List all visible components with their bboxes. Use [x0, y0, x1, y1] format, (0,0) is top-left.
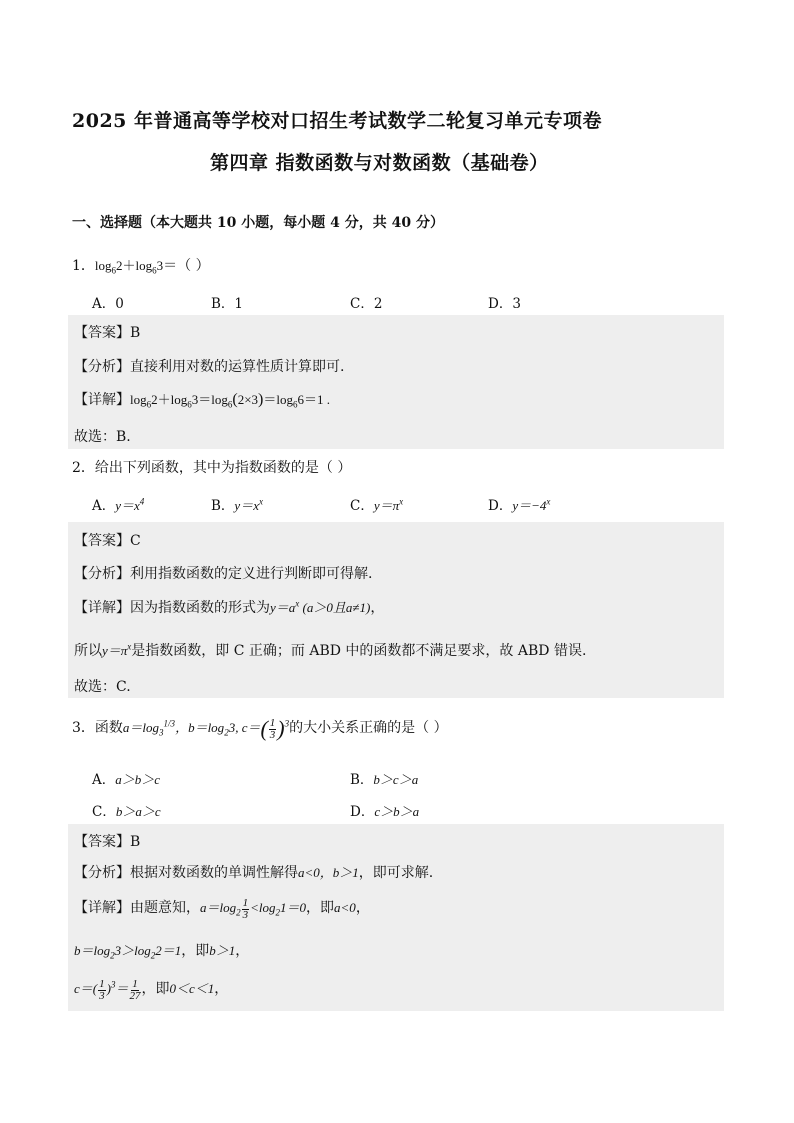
q3-option-d-math: c＞b＞a	[374, 804, 420, 819]
q3-detail-line2: $b=\log_23>\log_22=1$，即b＞1，	[74, 943, 250, 961]
q3-option-c-math: b＞a＞c	[115, 804, 161, 819]
q2-analysis: 【分析】利用指数函数的定义进行判断即可得解.	[74, 566, 373, 582]
q3-detail-line2-math: $b=\log_23>\log_22=1$	[74, 943, 182, 961]
question-2-stem: 2．给出下列函数，其中为指数函数的是（ ）	[72, 460, 352, 476]
q3-detail-line3-math: c＝( $\frac{1}{3}$ )$^3$＝ $\frac{1}{27}$	[74, 977, 141, 1002]
q1-option-d: D．3	[488, 296, 521, 312]
q3-detail-line3: c＝( $\frac{1}{3}$ )$^3$＝ $\frac{1}{27}$ ，即0＜c＜1，	[74, 977, 229, 1002]
q1-answer: 【答案】B	[74, 325, 141, 341]
q3-stem-math: $a=\log_3^{1/3}$，$b=\log_23$, c＝( $\frac{1}{3}$ )$^3$	[122, 716, 290, 741]
q3-detail-line1-math: $a=\log_2$ $\frac{1}{3}$ $<\log_21=0$	[200, 896, 307, 921]
q2-conclusion-math: $y=\pi^x$	[102, 641, 132, 658]
q2-option-c: C．$y=\pi^x$	[350, 496, 404, 514]
q3-option-b-math: b＞c＞a	[373, 772, 419, 787]
q1-option-b: B．1	[211, 296, 244, 312]
q3-analysis-math: a<0，b＞1	[298, 865, 359, 880]
q3-option-d: D．c＞b＞a	[350, 804, 420, 820]
q2-option-a-math: $y=x^4$	[115, 496, 145, 513]
q3-detail-line1-result: a<0	[334, 900, 356, 915]
q3-detail-line1: 【详解】由题意知，$a=\log_2$ $\frac{1}{3}$ $<\log_21=0$，即a<0，	[74, 896, 370, 921]
q1-choice: 故选：B.	[74, 429, 131, 445]
q1-expression: $\log_62+\log_63$	[94, 258, 164, 276]
q3-detail-line3-result: 0＜c＜1	[169, 981, 215, 996]
q2-choice: 故选：C.	[74, 679, 131, 695]
q3-detail-line2-result: b＞1	[209, 943, 236, 958]
q3-option-c: C．b＞a＞c	[92, 804, 161, 820]
q3-analysis: 【分析】根据对数函数的单调性解得a<0，b＞1，即可求解.	[74, 865, 434, 881]
q3-option-a: A．a＞b＞c	[92, 772, 161, 788]
q1-detail-math: $\log_62+\log_63=\log_6(2\times 3)=\log_66=1$ .	[130, 391, 331, 410]
q1-answer-box	[68, 315, 724, 449]
q1-detail: 【详解】$\log_62+\log_63=\log_6(2\times 3)=\log_66=1$ .	[74, 391, 331, 410]
q2-option-d-math: $y=-4^x$	[512, 496, 551, 513]
q1-option-a: A．0	[92, 296, 124, 312]
section-heading: 一、选择题（本大题共 10 小题，每小题 4 分，共 40 分）	[72, 215, 444, 231]
q2-option-c-math: $y=\pi^x$	[373, 496, 404, 513]
q1-analysis: 【分析】直接利用对数的运算性质计算即可.	[74, 359, 345, 375]
q3-option-b: B．b＞c＞a	[350, 772, 419, 788]
q3-answer: 【答案】B	[74, 834, 141, 850]
doc-title-line1: 2025 年普通高等学校对口招生考试数学二轮复习单元专项卷	[72, 110, 602, 132]
q1-option-c: C．2	[350, 296, 383, 312]
doc-title-line2: 第四章 指数函数与对数函数（基础卷）	[210, 152, 549, 174]
q2-option-b: B．$y=x^x$	[211, 496, 263, 514]
q2-answer: 【答案】C	[74, 533, 141, 549]
question-1-stem: 1．$\log_62+\log_63=$（ ）	[72, 258, 210, 276]
q3-option-a-math: a＞b＞c	[115, 772, 161, 787]
q2-conclusion: 所以$y=\pi^x$是指数函数，即 C 正确；而 ABD 中的函数都不满足要求，故 ABD 错误.	[74, 641, 587, 659]
q2-option-b-math: $y=x^x$	[234, 496, 263, 513]
q2-detail: 【详解】因为指数函数的形式为$y=a^x$ (a＞0且a≠1)，	[74, 598, 385, 616]
question-3-stem: 3．函数$a=\log_3^{1/3}$，$b=\log_23$, c＝( $\frac{1}{3}$ )$^3$的大小关系正确的是（ ）	[72, 716, 448, 741]
q2-detail-math: $y=a^x$ (a＞0且a≠1)	[270, 598, 371, 615]
q2-option-a: A．$y=x^4$	[92, 496, 145, 514]
q2-option-d: D．$y=-4^x$	[488, 496, 551, 514]
